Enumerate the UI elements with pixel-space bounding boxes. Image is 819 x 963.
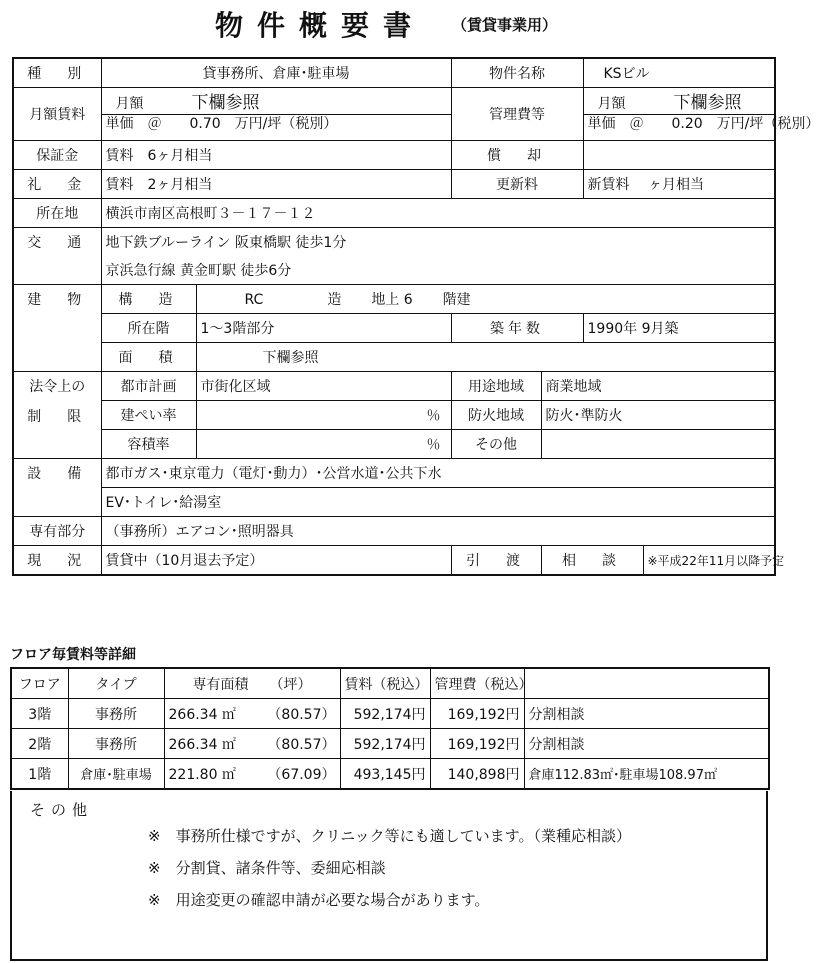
structure-type: RC [244, 292, 264, 308]
type-cell: 事務所 [68, 699, 164, 729]
rent-cell: 493,145円 [340, 759, 430, 790]
row-equipment-2 [13, 488, 775, 517]
note-cell: 倉庫112.83㎡･駐車場108.97㎡ [524, 759, 769, 790]
type-label: 種 別 [13, 58, 101, 88]
other-label: その他 [30, 801, 94, 819]
use-zone-label: 用途地域 [451, 372, 541, 401]
handover-label: 引 渡 [451, 546, 541, 576]
mgmt-cell: 169,192円 [430, 729, 524, 759]
rent-cell: 592,174円 [340, 729, 430, 759]
renewal-value: 新賃料 ヶ月相当 [583, 170, 775, 199]
renewal-label: 更新料 [451, 170, 583, 199]
floor-details-heading: フロア毎賃料等詳細 [10, 647, 136, 663]
mgmt-cell: 169,192円 [430, 699, 524, 729]
key-money-value: 賃料 2ヶ月相当 [101, 170, 451, 199]
age-label: 築年数 [451, 314, 583, 343]
header-note [524, 668, 769, 699]
structure-label: 構 造 [101, 285, 196, 314]
type-cell: 倉庫･駐車場 [68, 759, 164, 790]
area-sqm: 266.34 ㎡ [168, 736, 236, 753]
row-key-money [13, 170, 775, 199]
row-city-plan [13, 372, 775, 401]
equipment-label: 設 備 [13, 459, 101, 517]
mgmt-month-value: 下欄参照 [673, 93, 742, 113]
type-value: 貸事務所、倉庫･駐車場 [101, 58, 451, 88]
fire-zone-value: 防火･準防火 [541, 401, 775, 430]
fire-zone-label: 防火地域 [451, 401, 541, 430]
transit-line-1: 地下鉄ブルーライン 阪東橋駅 徒歩1分 [101, 228, 775, 257]
area-cell [164, 699, 340, 729]
header-rent: 賃料（税込） [340, 668, 430, 699]
rent-label: 月額賃料 [13, 88, 101, 141]
amortization-label: 償 却 [451, 141, 583, 170]
transit-label: 交 通 [13, 228, 101, 285]
area-tsubo: （80.57） [267, 736, 336, 753]
other-notes-box [10, 791, 768, 961]
city-plan-value: 市街化区域 [196, 372, 451, 401]
row-private [13, 517, 775, 546]
building-label: 建 物 [13, 285, 101, 372]
row-transit-1 [13, 228, 775, 257]
mgmt-unit: 単価 ＠ 0.20 万円/坪（税別） [584, 114, 775, 134]
header-type: タイプ [68, 668, 164, 699]
transit-line-2: 京浜急行線 黄金町駅 徒歩6分 [101, 256, 775, 285]
equipment-line-1: 都市ガス･東京電力（電灯･動力）･公営水道･公共下水 [101, 459, 775, 488]
status-label: 現 況 [13, 546, 101, 576]
legal-label [13, 372, 101, 459]
header-area: 専有面積 （坪） [164, 668, 340, 699]
structure-suffix: 造 [327, 292, 342, 308]
rent-month-label: 月額 [115, 96, 144, 112]
private-area-value: （事務所）エアコン･照明器具 [101, 517, 775, 546]
mgmt-cell: 140,898円 [430, 759, 524, 790]
row-rent [13, 88, 775, 141]
note-3: ※ 用途変更の確認申請が必要な場合があります。 [148, 891, 490, 909]
legal-label-line-2: 制 限 [27, 409, 88, 425]
address-label: 所在地 [13, 199, 101, 228]
consult-label: 相 談 [541, 546, 643, 576]
header-floor: フロア [11, 668, 68, 699]
floor-table-header [11, 668, 769, 699]
mgmt-month-label: 月額 [597, 96, 626, 112]
row-equipment-1 [13, 459, 775, 488]
row-far [13, 430, 775, 459]
row-type [13, 58, 775, 88]
mgmt-label: 管理費等 [451, 88, 583, 141]
structure-floors: 地上 6 [371, 292, 413, 308]
structure-floors-suffix: 階建 [442, 292, 471, 308]
name-value: KSビル [583, 58, 775, 88]
area-sqm: 221.80 ㎡ [168, 766, 236, 783]
rent-month-value: 下欄参照 [191, 93, 260, 113]
deposit-label: 保証金 [13, 141, 101, 170]
document-header [0, 4, 784, 44]
area-tsubo: （80.57） [267, 706, 336, 723]
city-plan-label: 都市計画 [101, 372, 196, 401]
rent-value [101, 88, 451, 141]
row-floor [13, 314, 775, 343]
floor-cell: 3階 [11, 699, 68, 729]
bcr-value: ％ [196, 401, 451, 430]
row-deposit [13, 141, 775, 170]
floor-cell: 1階 [11, 759, 68, 790]
other-law-value [541, 430, 775, 459]
row-status [13, 546, 775, 576]
table-row [11, 729, 769, 759]
consult-note: ※平成22年11月以降予定 [643, 546, 775, 576]
deposit-value: 賃料 6ヶ月相当 [101, 141, 451, 170]
table-row [11, 699, 769, 729]
floor-label: 所在階 [101, 314, 196, 343]
amortization-value [583, 141, 775, 170]
age-value: 1990年 9月築 [583, 314, 775, 343]
status-value: 賃貸中（10月退去予定） [101, 546, 451, 576]
note-2: ※ 分割貸、諸条件等、委細応相談 [148, 859, 386, 877]
header-mgmt: 管理費（税込） [430, 668, 524, 699]
row-transit-2 [13, 256, 775, 285]
legal-label-line-1: 法令上の [29, 379, 86, 395]
floor-value: 1～3階部分 [196, 314, 451, 343]
note-1: ※ 事務所仕様ですが、クリニック等にも適しています。（業種応相談） [148, 827, 631, 845]
use-zone-value: 商業地域 [541, 372, 775, 401]
far-value: ％ [196, 430, 451, 459]
note-cell: 分割相談 [524, 729, 769, 759]
equipment-line-2: EV･トイレ･給湯室 [101, 488, 775, 517]
far-label: 容積率 [101, 430, 196, 459]
area-tsubo: （67.09） [267, 766, 336, 783]
document-subtitle: （賃貸事業用） [452, 16, 558, 34]
table-row [11, 759, 769, 790]
type-cell: 事務所 [68, 729, 164, 759]
area-cell [164, 759, 340, 790]
structure-value [196, 285, 775, 314]
row-address [13, 199, 775, 228]
area-sqm: 266.34 ㎡ [168, 706, 236, 723]
key-money-label: 礼 金 [13, 170, 101, 199]
row-bcr [13, 401, 775, 430]
document-title: 物件概要書 [215, 9, 426, 42]
mgmt-value [583, 88, 819, 141]
rent-cell: 592,174円 [340, 699, 430, 729]
floor-cell: 2階 [11, 729, 68, 759]
property-summary-table [12, 57, 819, 576]
bcr-label: 建ぺい率 [101, 401, 196, 430]
rent-unit: 単価 ＠ 0.70 万円/坪（税別） [102, 114, 451, 134]
area-label: 面 積 [101, 343, 196, 372]
area-value: 下欄参照 [196, 343, 775, 372]
other-law-label: その他 [451, 430, 541, 459]
address-value: 横浜市南区高根町３－１７－１２ [101, 199, 775, 228]
row-structure [13, 285, 775, 314]
private-area-label: 専有部分 [13, 517, 101, 546]
note-cell: 分割相談 [524, 699, 769, 729]
row-area [13, 343, 775, 372]
floor-details-table [10, 667, 770, 790]
name-label: 物件名称 [451, 58, 583, 88]
area-cell [164, 729, 340, 759]
